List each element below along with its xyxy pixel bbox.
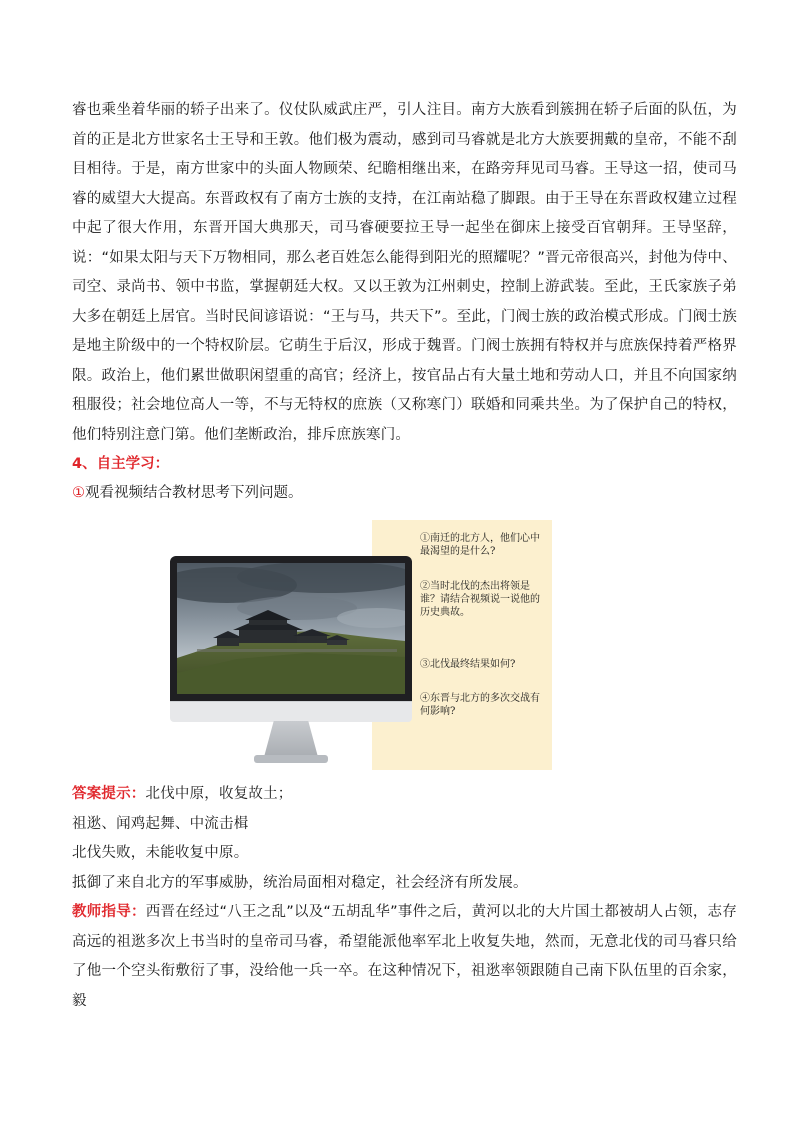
monitor-chin <box>170 701 412 722</box>
answer-section <box>72 780 737 898</box>
monitor-stand <box>264 721 318 757</box>
video-figure <box>72 510 737 780</box>
task-line <box>72 479 737 508</box>
answer-label: 答案提示： <box>72 786 146 802</box>
teacher-text: 西晋在经过“八王之乱”以及“五胡乱华”事件之后，黄河以北的大片国土都被胡人占领，志存高远的祖逖多次上书当时的皇帝司马睿，希望能派他率军北上收复失地，然而，无意北伐的司马睿只给了他一个空头衔敷衍了事，没给他一兵一卒。在这种情况下，祖逖率领跟随自己南下队伍里的百余家，毅 <box>72 904 738 1009</box>
video-still-image <box>177 563 405 694</box>
monitor-bezel <box>170 556 412 701</box>
figure-question-3: ③北伐最终结果如何? <box>420 659 516 670</box>
body-paragraph: 睿也乘坐着华丽的轿子出来了。仪仗队威武庄严，引人注目。南方大族看到簇拥在轿子后面的队伍，为首的正是北方世家名士王导和王敦。他们极为震动，感到司马睿就是北方大族要拥戴的皇帝，不能不刮目相待。于是，南方世家中的头面人物顾荣、纪瞻相继出来，在路旁拜见司马睿。王导这一招，使司马睿的威望大大提高。东晋政权有了南方士族的支持，在江南站稳了脚跟。由于王导在东晋政权建立过程中起了很大作用，东晋开国大典那天，司马睿硬要拉王导一起坐在御床上接受百官朝拜。王导坚辞，说：“如果太阳与天下万物相同，那么老百姓怎么能得到阳光的照耀呢？”晋元帝很高兴，封他为侍中、司空、录尚书、领中书监，掌握朝廷大权。又以王敦为江州刺史，控制上游武装。至此，王氏家族子弟大多在朝廷上居官。当时民间谚语说：“王与马，共天下”。至此，门阀士族的政治模式形成。门阀士族是地主阶级中的一个特权阶层。它萌生于后汉，形成于魏晋。门阀士族拥有特权并与庶族保持着严格界限。政治上，他们累世做职闲望重的高官；经济上，按官品占有大量土地和劳动人口，并且不向国家纳租服役；社会地位高人一等，不与无特权的庶族（又称寒门）联婚和同乘共坐。为了保护自己的特权，他们特别注意门第。他们垄断政治，排斥庶族寒门。 <box>72 102 737 443</box>
figure-question-2: ②当时北伐的杰出将领是谁？请结合视频说一说他的历史典故。 <box>420 581 540 618</box>
answer-line-2: 祖逖、闻鸡起舞、中流击楫 <box>72 815 249 832</box>
teacher-guidance <box>72 898 737 1016</box>
answer-text-1: 北伐中原，收复故土； <box>145 786 293 802</box>
monitor-illustration <box>170 556 412 766</box>
task-circled-number: ① <box>72 485 85 501</box>
monitor-stand-base <box>254 755 328 763</box>
answer-line-1 <box>72 780 737 810</box>
document-page <box>72 96 737 1016</box>
figure-question-4: ④东晋与北方的多次交战有何影响? <box>420 693 540 717</box>
answer-line-4: 抵御了来自北方的军事威胁，统治局面相对稳定，社会经济有所发展。 <box>72 874 528 891</box>
task-text: 观看视频结合教材思考下列问题。 <box>85 485 303 501</box>
teacher-label: 教师指导： <box>72 904 146 920</box>
section-heading: 4、自主学习： <box>72 456 170 472</box>
answer-line-3: 北伐失败，未能收复中原。 <box>72 845 249 861</box>
palace-scene-image <box>177 563 405 694</box>
figure-question-1: ①南迁的北方人，他们心中最渴望的是什么? <box>420 533 540 557</box>
